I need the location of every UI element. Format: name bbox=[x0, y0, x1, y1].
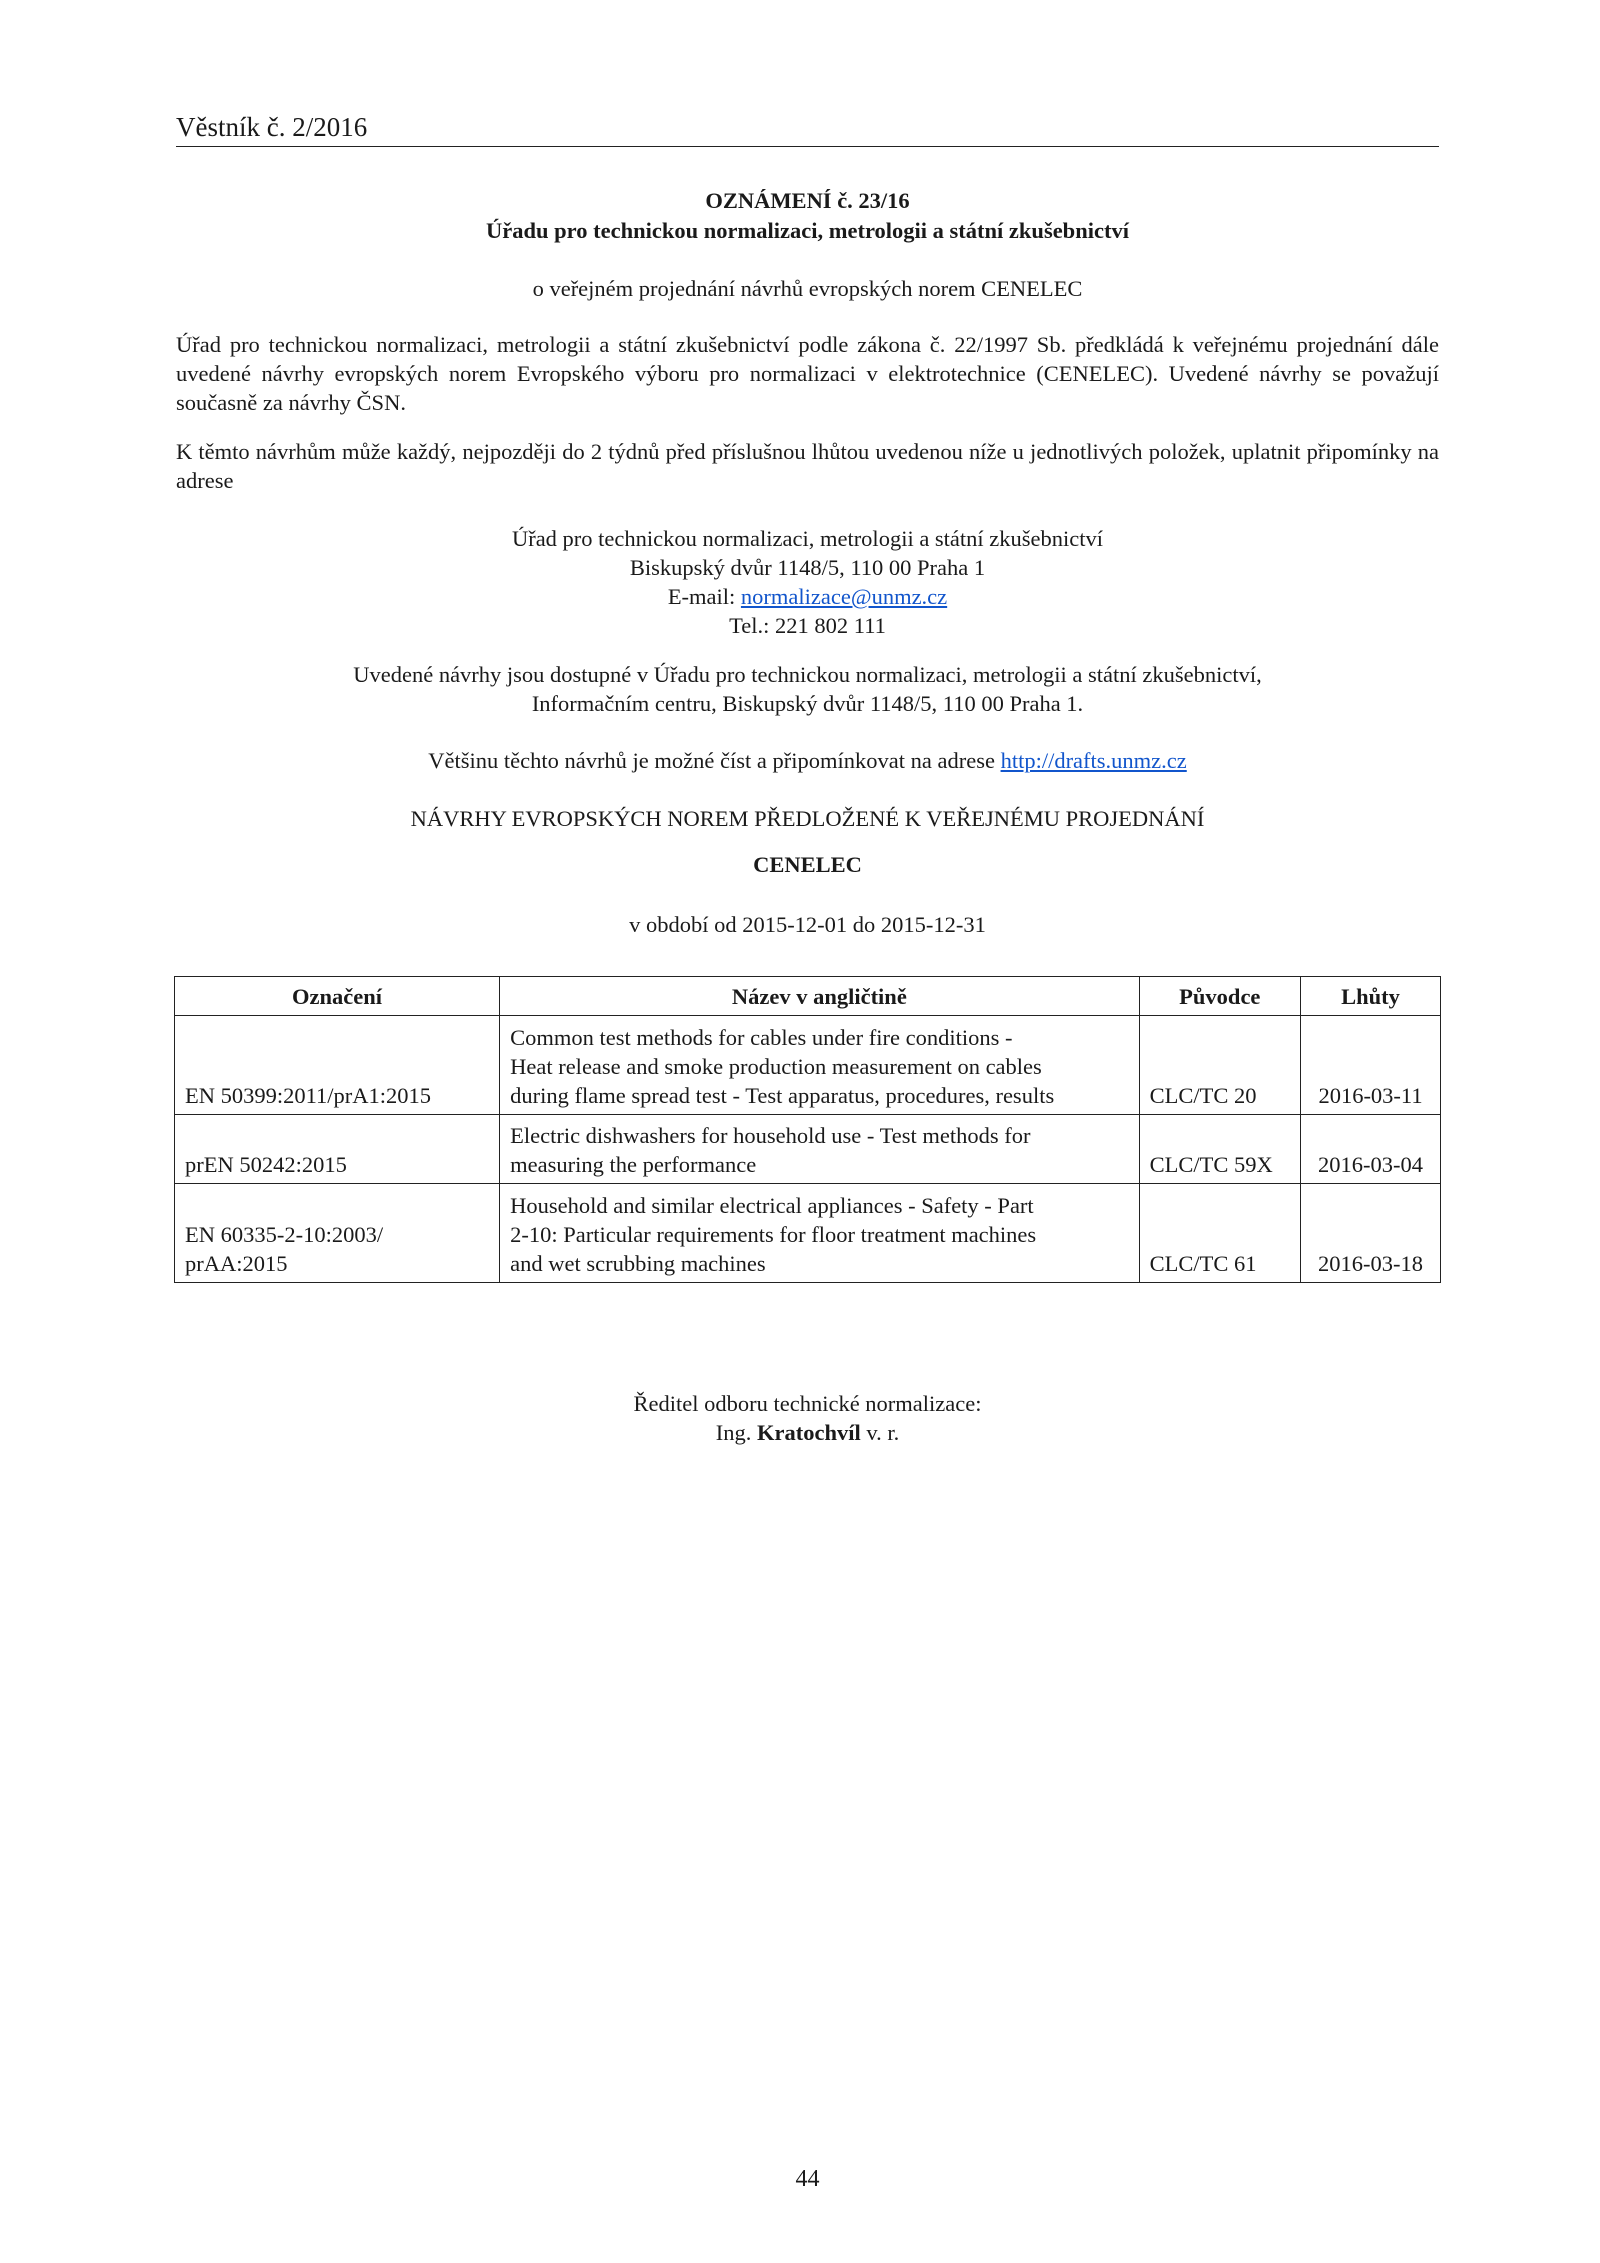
signature-role: Ředitel odboru technické normalizace: bbox=[633, 1391, 982, 1416]
cell-originator: CLC/TC 20 bbox=[1139, 1016, 1300, 1115]
section-period: v období od 2015-12-01 do 2015-12-31 bbox=[629, 912, 986, 937]
header-rule bbox=[176, 146, 1439, 147]
cell-originator: CLC/TC 59X bbox=[1139, 1115, 1300, 1184]
signature-name: Kratochvíl bbox=[756, 1420, 861, 1445]
header-originator: Původce bbox=[1139, 977, 1300, 1016]
comments-paragraph: K těmto návrhům může každý, nejpozději do 2 týdnů před příslušnou lhůtou uvedenou níže u jednotlivých položek, uplatnit připomínky na adrese bbox=[176, 439, 1439, 493]
address-tel: Tel.: 221 802 111 bbox=[729, 613, 886, 638]
signature-line bbox=[176, 1418, 1439, 1447]
norms-table bbox=[174, 976, 1441, 1283]
cell-originator: CLC/TC 61 bbox=[1139, 1184, 1300, 1283]
drafts-link[interactable]: http://drafts.unmz.cz bbox=[1000, 748, 1187, 773]
cell-deadline: 2016-03-18 bbox=[1301, 1184, 1441, 1283]
address-line-2: Biskupský dvůr 1148/5, 110 00 Praha 1 bbox=[629, 555, 986, 580]
cell-english-title: Electric dishwashers for household use - Test methods for measuring the performance bbox=[500, 1115, 1139, 1184]
email-link[interactable]: normalizace@unmz.cz bbox=[740, 584, 948, 609]
notice-subject: o veřejném projednání návrhů evropských norem CENELEC bbox=[532, 276, 1083, 301]
availability-line-1: Uvedené návrhy jsou dostupné v Úřadu pro technickou normalizaci, metrologii a státní zkušebnictví, bbox=[353, 662, 1262, 687]
notice-title: OZNÁMENÍ č. 23/16 bbox=[705, 188, 910, 213]
table-row bbox=[175, 1115, 1441, 1184]
signature-suffix: v. r. bbox=[860, 1420, 900, 1445]
intro-paragraph: Úřad pro technickou normalizaci, metrologii a státní zkušebnictví podle zákona č. 22/1997 Sb. předkládá k veřejnému projednání dále uvedené návrhy evropských norem Evropského výboru pro normalizaci v elektrotechnice (CENELEC). Uvedené návrhy se považují současně za návrhy ČSN. bbox=[176, 332, 1439, 415]
email-label: E-mail: bbox=[667, 584, 741, 609]
address-email-line bbox=[176, 582, 1439, 611]
header-english-title: Název v angličtině bbox=[500, 977, 1139, 1016]
header-deadline: Lhůty bbox=[1301, 977, 1441, 1016]
cell-designation: EN 60335-2-10:2003/ prAA:2015 bbox=[175, 1184, 500, 1283]
cell-english-title: Common test methods for cables under fire conditions - Heat release and smoke production measurement on cables during flame spread test - Test apparatus, procedures, results bbox=[500, 1016, 1139, 1115]
table-row bbox=[175, 1184, 1441, 1283]
notice-authority: Úřadu pro technickou normalizaci, metrologii a státní zkušebnictví bbox=[486, 218, 1129, 243]
cell-deadline: 2016-03-04 bbox=[1301, 1115, 1441, 1184]
table-header-row bbox=[175, 977, 1441, 1016]
cell-english-title: Household and similar electrical appliances - Safety - Part 2-10: Particular requirements for floor treatment machines and wet scrubbing machines bbox=[500, 1184, 1139, 1283]
cell-designation: prEN 50242:2015 bbox=[175, 1115, 500, 1184]
section-heading: NÁVRHY EVROPSKÝCH NOREM PŘEDLOŽENÉ K VEŘEJNÉMU PROJEDNÁNÍ bbox=[410, 806, 1205, 831]
drafts-line bbox=[176, 746, 1439, 775]
journal-header: Věstník č. 2/2016 bbox=[176, 112, 368, 142]
page-number: 44 bbox=[795, 2166, 820, 2192]
signature-prefix: Ing. bbox=[715, 1420, 757, 1445]
cell-designation: EN 50399:2011/prA1:2015 bbox=[175, 1016, 500, 1115]
cell-deadline: 2016-03-11 bbox=[1301, 1016, 1441, 1115]
drafts-text: Většinu těchto návrhů je možné číst a připomínkovat na adrese bbox=[428, 748, 1001, 773]
table-row bbox=[175, 1016, 1441, 1115]
section-org: CENELEC bbox=[753, 852, 862, 877]
address-line-1: Úřad pro technickou normalizaci, metrologii a státní zkušebnictví bbox=[511, 526, 1104, 551]
availability-line-2: Informačním centru, Biskupský dvůr 1148/5, 110 00 Praha 1. bbox=[531, 691, 1084, 716]
header-designation: Označení bbox=[175, 977, 500, 1016]
